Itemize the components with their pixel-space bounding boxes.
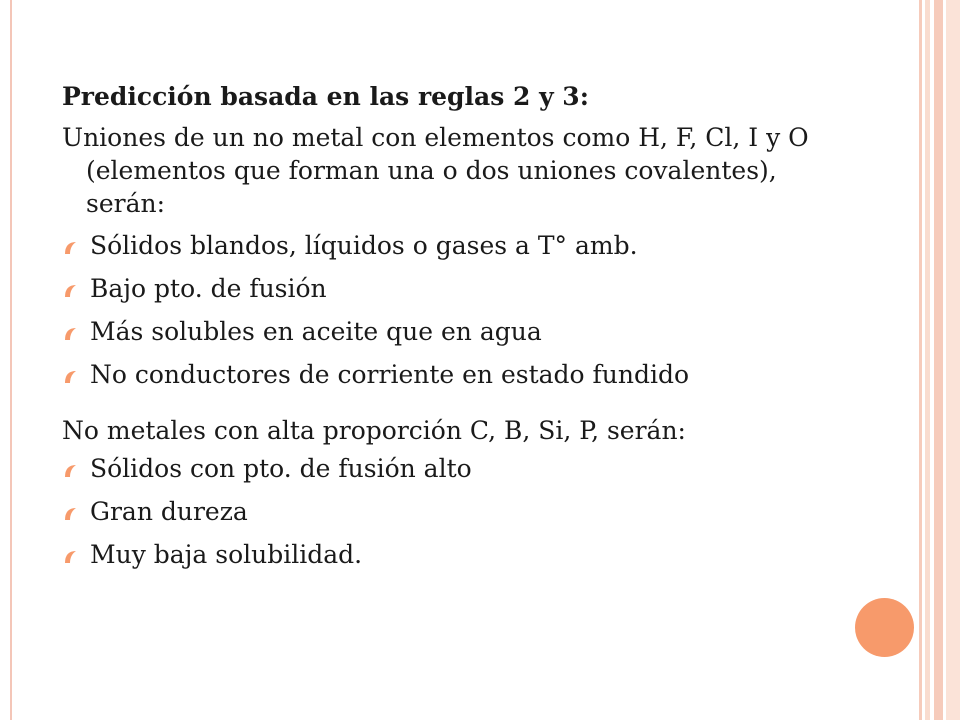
list-item-text: Bajo pto. de fusión (90, 274, 327, 303)
arc-bullet-icon (62, 267, 82, 310)
right-stripe (946, 0, 960, 720)
list-item (62, 267, 852, 310)
list-item (62, 447, 852, 490)
bullet-list-2 (62, 447, 852, 576)
arc-bullet-icon (62, 490, 82, 533)
right-stripe (925, 0, 930, 720)
left-border-line (10, 0, 12, 720)
slide-heading: Predicción basada en las reglas 2 y 3: (62, 82, 589, 111)
intro-paragraph-2: No metales con alta proporción C, B, Si, P, serán: (62, 416, 686, 445)
spacer (62, 396, 852, 414)
list-item-text: Sólidos con pto. de fusión alto (90, 454, 472, 483)
list-item (62, 490, 852, 533)
slide-content (62, 80, 852, 576)
accent-circle (855, 598, 914, 657)
right-stripe (919, 0, 922, 720)
arc-bullet-icon (62, 353, 82, 396)
bullet-list-1 (62, 224, 852, 396)
list-item (62, 533, 852, 576)
list-item (62, 224, 852, 267)
arc-bullet-icon (62, 310, 82, 353)
list-item-text: Más solubles en aceite que en agua (90, 317, 542, 346)
list-item-text: No conductores de corriente en estado fundido (90, 360, 690, 389)
list-item-text: Gran dureza (90, 497, 248, 526)
arc-bullet-icon (62, 447, 82, 490)
list-item-text: Muy baja solubilidad. (90, 540, 363, 569)
right-stripe (934, 0, 943, 720)
list-item (62, 353, 852, 396)
list-item-text: Sólidos blandos, líquidos o gases a T° amb. (90, 231, 638, 260)
intro-paragraph: Uniones de un no metal con elementos como H, F, Cl, I y O (elementos que forman una o dos uniones covalentes), serán: (62, 123, 809, 218)
arc-bullet-icon (62, 533, 82, 576)
list-item (62, 310, 852, 353)
arc-bullet-icon (62, 224, 82, 267)
